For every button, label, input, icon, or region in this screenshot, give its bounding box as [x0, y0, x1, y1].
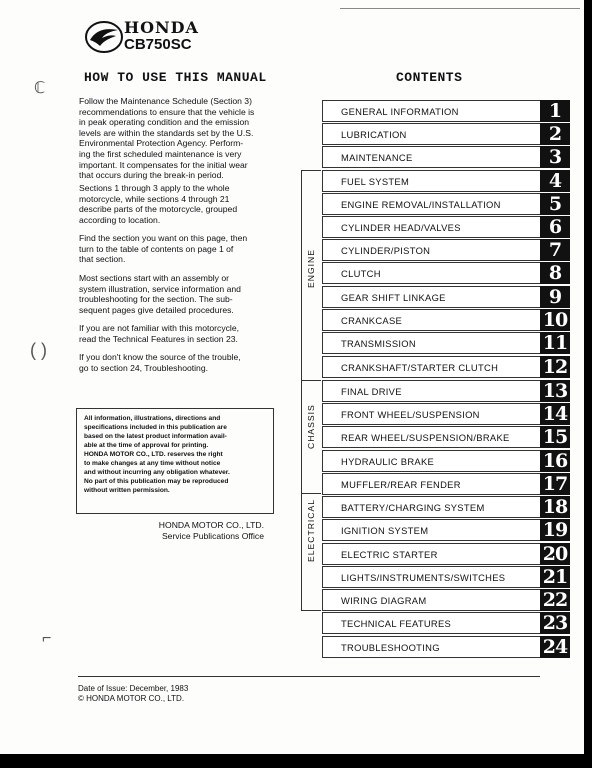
copyright-line: © HONDA MOTOR CO., LTD.	[78, 694, 185, 703]
section-number-tab: 16	[540, 450, 570, 472]
contents-item-label: CYLINDER HEAD/VALVES	[341, 222, 461, 233]
contents-item-label: LIGHTS/INSTRUMENTS/SWITCHES	[341, 572, 506, 583]
contents-item[interactable]	[322, 216, 570, 238]
paragraph-line: If you don't know the source of the trouble,	[79, 352, 241, 362]
contents-item-label: FRONT WHEEL/SUSPENSION	[341, 409, 480, 420]
honda-wing-logo-icon	[84, 20, 124, 54]
section-number-tab: 10	[540, 309, 570, 331]
paragraph-line: recommendations to ensure that the vehicle is	[79, 106, 255, 117]
contents-item-label: CRANKSHAFT/STARTER CLUTCH	[341, 362, 499, 373]
contents-item[interactable]	[322, 473, 570, 495]
contents-item[interactable]	[322, 543, 570, 565]
contents-item-label: HYDRAULIC BRAKE	[341, 456, 435, 467]
section-number-tab: 2	[540, 123, 570, 145]
model-name: CB750SC	[124, 36, 192, 53]
section-number-tab: 11	[540, 332, 570, 354]
publisher-block	[140, 520, 264, 541]
contents-item-label: TRANSMISSION	[341, 338, 416, 349]
paragraph-line: according to location.	[79, 214, 161, 225]
issue-date: Date of Issue: December, 1983	[78, 684, 189, 693]
contents-item[interactable]	[322, 566, 570, 588]
publisher-name: HONDA MOTOR CO., LTD.	[158, 520, 264, 530]
paragraph-line: sequent pages give detailed procedures.	[79, 304, 234, 315]
contents-item[interactable]	[322, 589, 570, 611]
contents-item[interactable]	[322, 519, 570, 541]
notice-line: able at the time of approval for printing.	[84, 442, 209, 449]
contents-item[interactable]	[322, 356, 570, 378]
section-number-tab: 6	[540, 216, 570, 238]
paragraph-line: Most sections start with an assembly or	[79, 273, 229, 283]
section-number-tab: 19	[540, 519, 570, 541]
contents-item-label: IGNITION SYSTEM	[341, 525, 429, 536]
notice-line: to make changes at any time without notice	[84, 460, 221, 467]
contents-item[interactable]	[322, 146, 570, 168]
contents-item[interactable]	[322, 262, 570, 284]
section-number-tab: 17	[540, 473, 570, 495]
paragraph-line: levels are within the standards set by the U.S.	[79, 127, 254, 138]
contents-item-label: FUEL SYSTEM	[341, 176, 410, 187]
contents-item-label: BATTERY/CHARGING SYSTEM	[341, 502, 485, 513]
section-title-how-to-use: HOW TO USE THIS MANUAL	[84, 70, 267, 85]
section-number-tab: 3	[540, 146, 570, 168]
contents-item[interactable]	[322, 286, 570, 308]
brand-block	[124, 20, 199, 53]
contents-item[interactable]	[322, 100, 570, 122]
section-number-tab: 24	[540, 636, 570, 658]
paragraph-line: that section.	[79, 254, 126, 265]
paragraph-line: important. It compensates for the initial wear	[79, 159, 248, 170]
section-number-tab: 14	[540, 403, 570, 425]
section-number-tab: 13	[540, 380, 570, 402]
contents-item[interactable]	[322, 450, 570, 472]
paragraph-line: Environmental Protection Agency. Perform-	[79, 138, 244, 149]
notice-line: without written permission.	[84, 487, 170, 494]
contents-item-label: TECHNICAL FEATURES	[341, 618, 452, 629]
contents-item-label: WIRING DIAGRAM	[341, 595, 427, 606]
contents-item-label: ENGINE REMOVAL/INSTALLATION	[341, 199, 501, 210]
paragraph-line: motorcycle, while sections 4 through 21	[79, 193, 230, 204]
contents-item[interactable]	[322, 332, 570, 354]
scan-edge-bottom	[0, 754, 592, 768]
contents-item-label: LUBRICATION	[341, 129, 407, 140]
paragraph-line: system illustration, service information and	[79, 283, 241, 294]
contents-item-label: GEAR SHIFT LINKAGE	[341, 292, 446, 303]
contents-item[interactable]	[322, 426, 570, 448]
contents-item[interactable]	[322, 636, 570, 658]
contents-item[interactable]	[322, 239, 570, 261]
section-number-tab: 15	[540, 426, 570, 448]
contents-item-label: TROUBLESHOOTING	[341, 642, 440, 653]
section-number-tab: 9	[540, 286, 570, 308]
section-title-contents: CONTENTS	[396, 70, 463, 85]
brand-name: HONDA	[124, 18, 199, 37]
contents-item[interactable]	[322, 403, 570, 425]
paragraph-line: If you are not familiar with this motorcycle,	[79, 323, 239, 333]
contents-item[interactable]	[322, 612, 570, 634]
contents-item[interactable]	[322, 496, 570, 518]
instruction-paragraph	[79, 352, 275, 373]
contents-item-label: REAR WHEEL/SUSPENSION/BRAKE	[341, 432, 510, 443]
contents-item-label: MUFFLER/REAR FENDER	[341, 479, 461, 490]
contents-item[interactable]	[322, 309, 570, 331]
footer	[78, 684, 188, 704]
header-strip	[340, 8, 580, 15]
section-number-tab: 12	[540, 356, 570, 378]
section-number-tab: 5	[540, 193, 570, 215]
publisher-office: Service Publications Office	[161, 530, 264, 541]
paragraph-line: turn to the table of contents on page 1 of	[79, 243, 234, 254]
notice-line: All information, illustrations, directions and	[84, 415, 221, 422]
section-number-tab: 18	[540, 496, 570, 518]
paragraph-line: ing the first scheduled maintenance is very	[79, 148, 242, 159]
contents-item-label: MAINTENANCE	[341, 152, 413, 163]
instruction-paragraph	[79, 323, 275, 344]
section-number-tab: 20	[540, 543, 570, 565]
paragraph-line: troubleshooting for the section. The sub-	[79, 294, 233, 305]
contents-item[interactable]	[322, 170, 570, 192]
binding-mark-bottom: ⌐	[42, 630, 52, 647]
instruction-paragraph	[79, 183, 275, 225]
paragraph-line: Find the section you want on this page, then	[79, 233, 248, 243]
paragraph-line: in peak operating condition and the emission	[79, 117, 250, 128]
section-number-tab: 21	[540, 566, 570, 588]
footer-divider	[78, 676, 540, 677]
group-label-chassis: CHASSIS	[306, 404, 316, 449]
binding-mark-mid: ( )	[30, 340, 47, 360]
contents-item[interactable]	[322, 380, 570, 402]
section-number-tab: 22	[540, 589, 570, 611]
paragraph-line: go to section 24, Troubleshooting.	[79, 362, 208, 373]
contents-item-label: CYLINDER/PISTON	[341, 245, 431, 256]
contents-item-label: CLUTCH	[341, 268, 381, 279]
paragraph-line: Sections 1 through 3 apply to the whole	[79, 183, 230, 193]
contents-item-label: FINAL DRIVE	[341, 386, 402, 397]
instruction-paragraph	[79, 233, 275, 265]
contents-item[interactable]	[322, 193, 570, 215]
notice-line: HONDA MOTOR CO., LTD. reserves the right	[84, 451, 223, 458]
instruction-paragraph	[79, 273, 275, 315]
paragraph-line: Follow the Maintenance Schedule (Section 3)	[79, 96, 252, 106]
notice-line: based on the latest product information avail-	[84, 433, 227, 440]
paragraph-line: describe parts of the motorcycle, grouped	[79, 204, 238, 215]
contents-item[interactable]	[322, 123, 570, 145]
copyright-notice-box	[76, 408, 274, 514]
contents-item-label: CRANKCASE	[341, 315, 403, 326]
group-label-electrical	[306, 540, 316, 562]
notice-line: and without incurring any obligation whatever.	[84, 469, 230, 476]
group-label-engine: ENGINE	[306, 249, 316, 288]
notice-line: No part of this publication may be reproduced	[84, 478, 229, 485]
section-number-tab: 1	[540, 100, 570, 122]
paragraph-line: read the Technical Features in section 23.	[79, 333, 238, 344]
section-number-tab: 7	[540, 239, 570, 261]
binding-mark-top: ℂ	[34, 80, 46, 97]
contents-item-label: ELECTRIC STARTER	[341, 549, 438, 560]
section-number-tab: 23	[540, 612, 570, 634]
paragraph-line: that occurs during the break-in period.	[79, 170, 224, 181]
section-number-tab: 8	[540, 262, 570, 284]
section-number-tab: 4	[540, 170, 570, 192]
contents-item-label: GENERAL INFORMATION	[341, 106, 459, 117]
instruction-paragraph	[79, 96, 275, 181]
scan-edge-right	[584, 0, 592, 768]
notice-line: specifications included in this publication are	[84, 424, 227, 431]
